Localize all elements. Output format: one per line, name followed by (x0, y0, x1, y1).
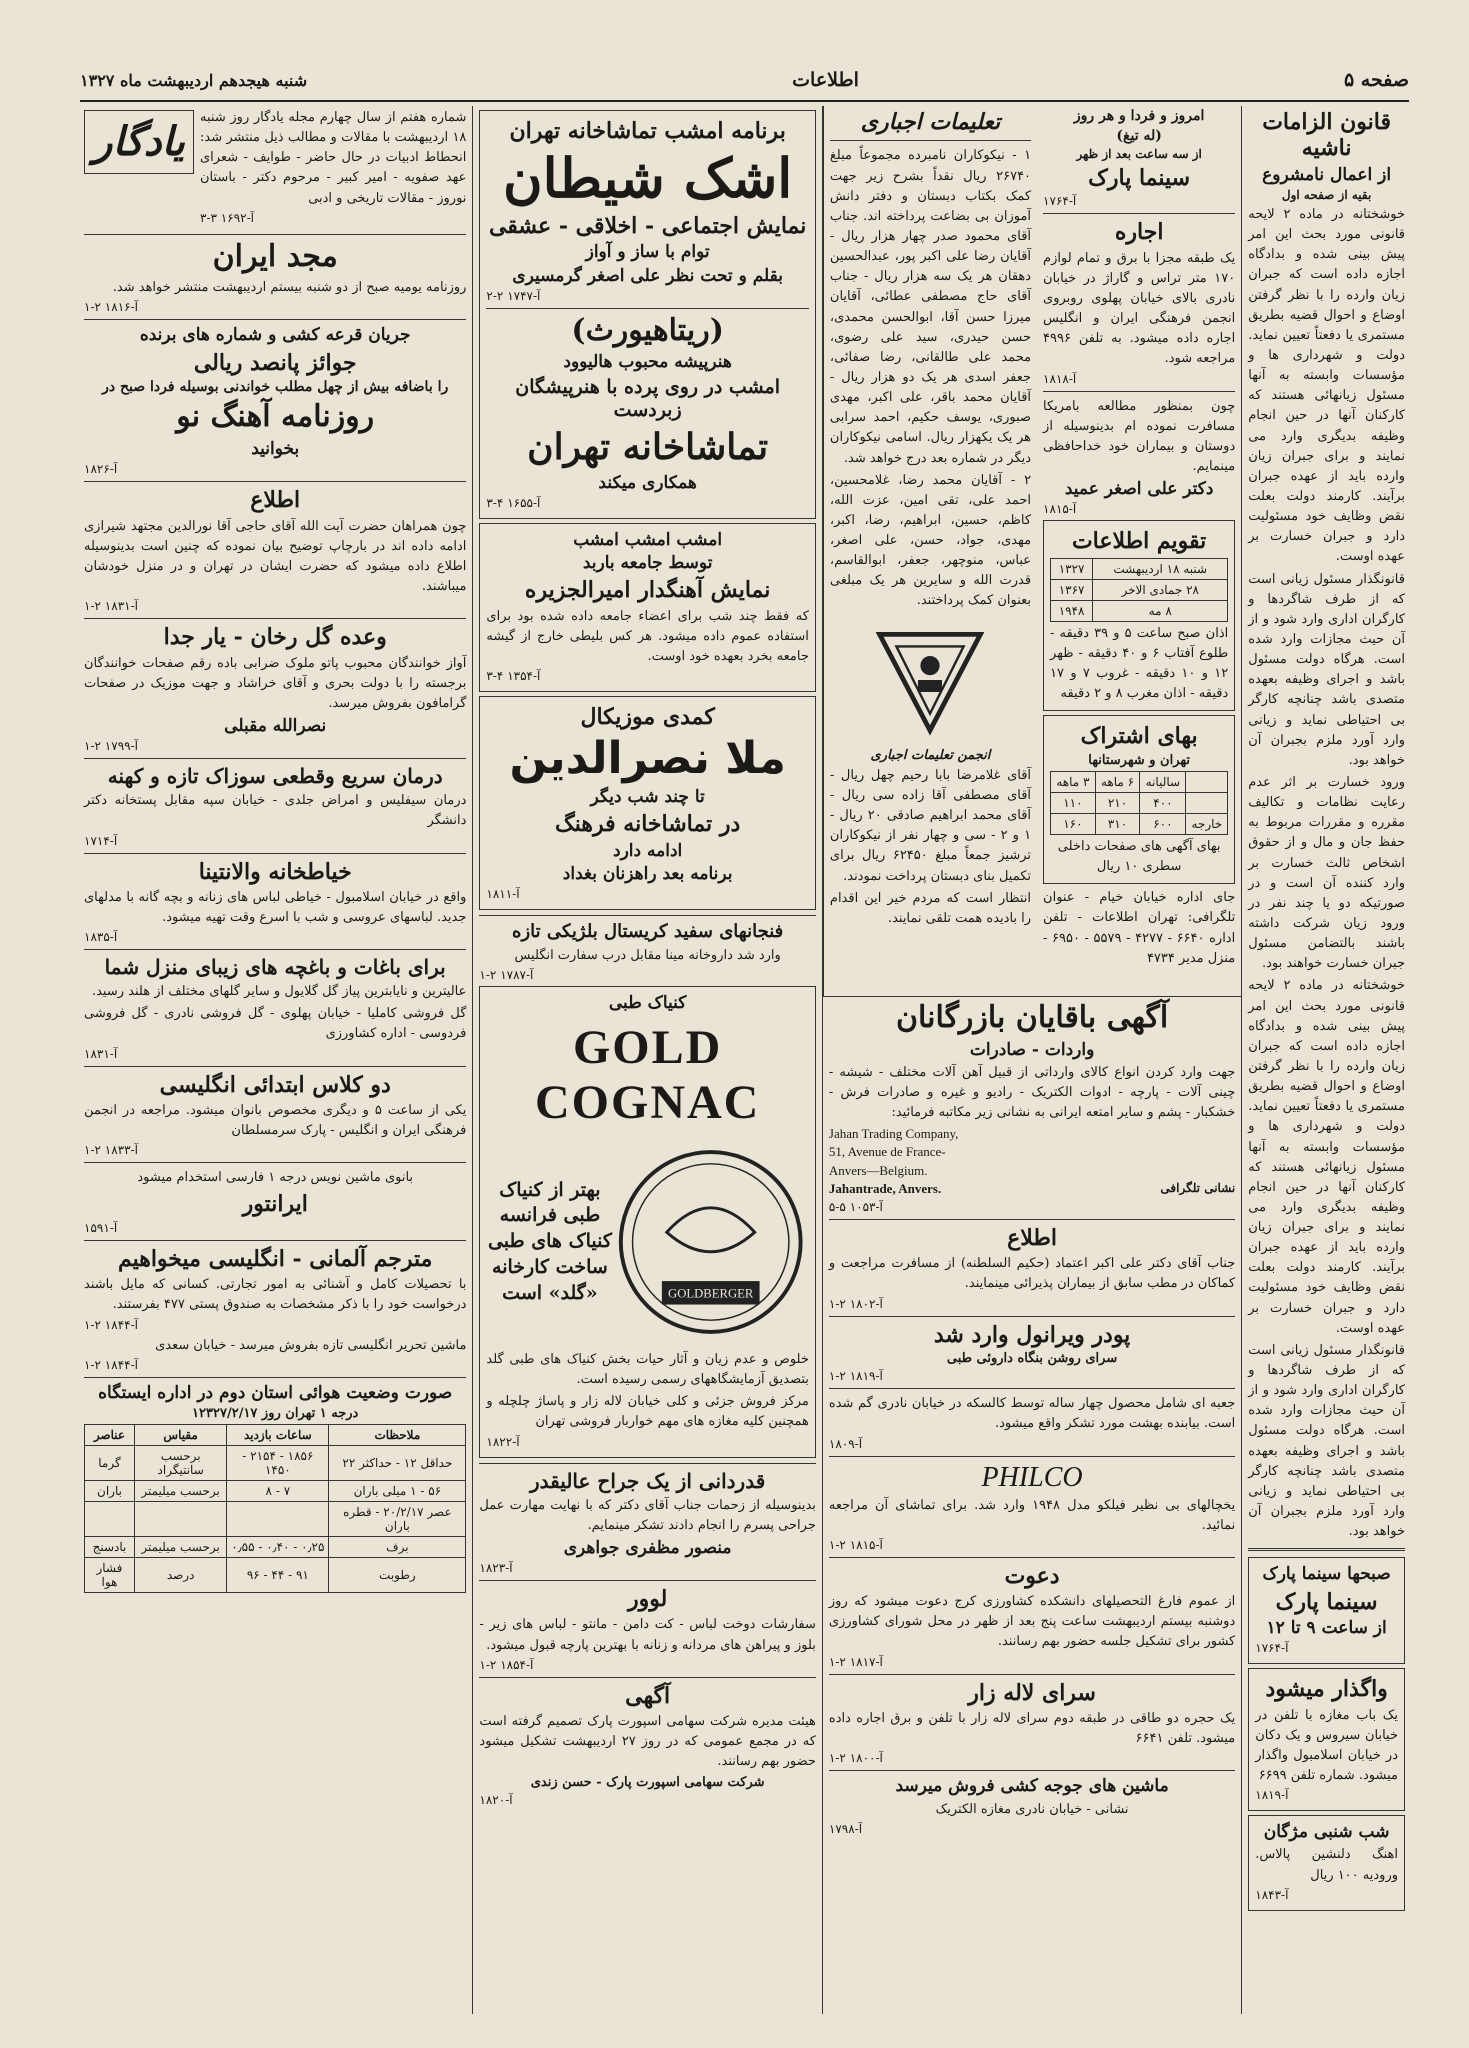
translator-title: مترجم آلمانی - انگلیسی میخواهیم (117, 1245, 433, 1272)
appreciation-ref: آ-۱۸۲۳ (479, 1561, 513, 1576)
divider (829, 1219, 1235, 1220)
comedy-label: کمدی موزیکال (580, 704, 715, 731)
golkhan-name: نصرالله مقبلی (224, 716, 327, 736)
tailor-text: واقع در خیابان اسلامبول - خیاطی لباس های زنانه و بچه گانه با مدلهای جدید. لباسهای عروسی و شب با اسرع وقت تهیه میشود. (84, 889, 467, 926)
table-header: ملاحظات (329, 1425, 466, 1446)
subscription-table (1050, 771, 1228, 835)
concert-by: توسط جامعه باربد (582, 553, 713, 574)
education-text-2: ۲ - آقایان محمد رضا، غلامحسین، احمد علی، تقی امین، عزت الله، کاظم، حسین، ابراهیم، رضا، اکبر، مهدی، جواد، حسن، علی اصغر، عباس، منوچهر، جعفر، ابوالقاسم، قدرت الله و سایرین هر یک مبلغی بعنوان کمک پرداختند. (829, 472, 1032, 609)
merchants-address (829, 1125, 959, 1198)
yadgar-ad (84, 106, 466, 229)
table-header: عناصر (85, 1425, 135, 1446)
calendar-year: ۱۳۲۷ (1051, 558, 1093, 579)
table-header: ساعات بازدید (227, 1425, 329, 1446)
rita-ref: آ-۱۶۵۵ ۴-۳ (486, 495, 541, 510)
cell: برحسب سانتیگراد (134, 1446, 226, 1481)
yadgar-ref: آ-۱۶۹۲ ۳-۳ (200, 210, 254, 225)
divider (479, 915, 815, 916)
weather-table (84, 1424, 466, 1593)
intour-ref: آ-۱۵۹۱ (84, 1220, 118, 1235)
cell: ۱۱۰ (1051, 793, 1096, 814)
divider (84, 758, 466, 759)
divider (84, 234, 466, 235)
divider (829, 1456, 1235, 1457)
doctor-ref: آ-۱۸۱۵ (1043, 502, 1077, 517)
lost-ref: آ-۱۸۰۹ (828, 1436, 863, 1451)
comedy-ad (479, 696, 815, 910)
invite-title: دعوت (1004, 1562, 1060, 1589)
philco-ref: آ-۱۸۱۵ ۲-۱ (828, 1537, 883, 1552)
cell (1186, 772, 1228, 793)
calendar-text: اذان صبح ساعت ۵ و ۳۹ دقیقه - طلوع آفتاب ۶ و ۴۰ دقیقه - ظهر ۱۲ و ۱۰ دقیقه - غروب ۷ و ۱۷ دقیقه - اذان مغرب ۸ و ۲ دقیقه (1050, 625, 1229, 702)
notice2-text: جناب آقای دکتر علی اکبر اعتماد (حکیم السلطنه) از مسافرت مراجعت و کماکان در مطب سابق از بیماران پذیرائی مینمایند. (828, 1256, 1236, 1292)
ahang-sub: را باضافه بیش از چهل مطلب خواندنی بوسیله فردا صبح در (102, 378, 449, 395)
table-row (85, 1537, 466, 1558)
garden-list: گل فروشی کاملیا - خیابان پهلوی - گل فروشی نادری - گل فروشی فردوسی - اداره کشاورزی (84, 1006, 467, 1042)
invite-text: از عموم فارغ التحصیلهای دانشکده کشاورزی کرج دعوت میشود که روز دوشنبه بیستم اردیبهشت ساعت پنج بعد از ظهر در محل شورای کشاورزی کشور برای تشکیل جلسه حضور بهم رسانند. (828, 1594, 1236, 1650)
ahang-prize: جوائز پانصد ریالی (193, 349, 357, 376)
yadgar-body (200, 106, 466, 229)
incubator-text: نشانی - خیابان نادری مغازه الکتریک (935, 1801, 1129, 1817)
notice-title: اطلاع (250, 487, 301, 514)
divider (1248, 1548, 1405, 1551)
louvre-title: لوور (627, 1586, 668, 1613)
divider (829, 1770, 1235, 1771)
cell (1186, 793, 1228, 814)
comedy-ref: آ-۱۸۱۱ (486, 887, 520, 902)
table-row (1051, 558, 1228, 579)
calendar-box (1043, 520, 1235, 711)
table-row (1051, 814, 1228, 835)
subscription-note: بهای آگهی های صفحات داخلی سطری ۱۰ ریال (1057, 839, 1221, 875)
cinema-park-sub: صبحها سینما پارک (1262, 1564, 1391, 1585)
transfer-title: واگذار میشود (1265, 1676, 1388, 1703)
cell: ۴۰۰ (1140, 793, 1186, 814)
divider (84, 1162, 466, 1163)
divider (829, 1674, 1235, 1675)
divider (84, 853, 466, 854)
cinema-park-ref: آ-۱۷۶۴ (1255, 1641, 1289, 1656)
law-title: قانون الزامات ناشیه (1262, 109, 1392, 162)
calendar-day: شنبه ۱۸ اردیبهشت (1093, 558, 1228, 579)
adv-title: آگهی (625, 1682, 671, 1709)
table-row (85, 1425, 466, 1446)
svg-text:GOLDBERGER: GOLDBERGER (668, 1286, 754, 1301)
cell: گرما (85, 1446, 135, 1481)
cognac-body (486, 1136, 808, 1348)
cell: ۶ ماهه (1095, 772, 1140, 793)
golkhan-ref: آ-۱۷۹۹ ۲-۱ (84, 739, 138, 754)
typewriter-ad: ماشین تحریر انگلیسی تازه بفروش میرسد - خیابان سعدی (155, 1337, 467, 1353)
yadgar-text: شماره هفتم از سال چهارم مجله یادگار روز شنبه ۱۸ اردیبهشت با مقالات و مطالب ذیل منتشر شد: انحطاط ادبیات در حال حاضر - طوایف - شعرای عهد صفویه - امیر کبیر - مرحوم دکتر - باستان نوروز - مقالات تاریخی و ادبی (200, 110, 467, 206)
comedy-title: ملا نصرالدین (509, 732, 786, 784)
cinema-top-line-3: از سه ساعت بعد از ظهر (1076, 147, 1202, 161)
education-text-4: انتظار است که مردم خیر این اقدام را بادیده همت تلقی نمایند. (829, 890, 1032, 926)
law-subtitle: از اعمال نامشروع (1262, 164, 1392, 185)
philco-text: یخچالهای بی نظیر فیلکو مدل ۱۹۴۸ وارد شد. برای تماشای آن مراجعه نمائید. (828, 1497, 1236, 1533)
cinema-top-line-2: (له تیغ) (1116, 127, 1162, 144)
cinema-top-line: امروز و فردا و هر روز (1073, 108, 1205, 124)
louvre-text: سفارشات دوخت لباس - کت دامن - مانتو - لباس های زیر - بلوز و پیراهن های مردانه و زنانه با بهترین پارچه قبول میشود. (479, 1617, 816, 1653)
cognac-text: خلوص و عدم زیان و آثار حیات بخش کنیاک های طبی گلد بتصدیق آزمایشگاههای رسمی رسیده است. (486, 1351, 809, 1388)
rent-title: اجاره (1114, 219, 1164, 246)
education-text: ۱ - نیکوکاران نامبرده مجموعاً مبلغ ۲۶۷۴۰ ریال نقداً بشرح زیر جهت کمک بکتاب دبستان و دفتر دانش آموزان بی بضاعت پرداخته اند. جناب آقای محمود صدر چهار هزار ریال - آقایان رضا علی اکبر پور، عبدالحسین دهقان هر یک سه هزار ریال - جناب آقای حاج مصطفی عطائی، آقایان میرزا حسن آقا، ابوالحسن محمدی، حسن حیدری، سید علی رضوی، محمد علی طالقانی، رضا صفائی، جعفر اسدی هر یک دو هزار ریال - آقایان محمد باقر، علی اکبر، مهدی صبوری، یوسف حکیم، احمد سرابی هر یک یکهزار ریال. اسامی نیکوکاران دیگر در شماره بعد درج خواهد شد. (829, 148, 1032, 466)
play-music: توام با ساز و آواز (585, 242, 710, 263)
yadgar-title: یادگار (93, 118, 185, 165)
divider (1043, 391, 1235, 392)
table-row (85, 1481, 466, 1502)
divider (84, 319, 466, 320)
garden-title: برای باغات و باغچه های زیبای منزل شما (104, 955, 446, 980)
ahang-ref: آ-۱۸۲۶ (84, 462, 118, 477)
cognac-sale: مرکز فروش جزئی و کلی خیابان لاله زار و پاساژ چلچله و همچنین کلیه مغازه های مهم خواربار فروشی تهران (486, 1394, 809, 1430)
divider (84, 949, 466, 950)
cell: بادسنج (85, 1537, 135, 1558)
column-law (1241, 106, 1411, 2014)
ahang-top: جریان قرعه کشی و شماره های برنده (139, 325, 411, 346)
rita-subtitle: هنرپیشه محبوب هالیوود (563, 352, 732, 373)
cell (85, 1502, 135, 1537)
emblem-caption: انجمن تعلیمات اجباری (870, 747, 991, 763)
appreciation-text: بدینوسیله از زحمات جناب آقای دکتر که با نهایت مهارت عمل جراحی پسرم را انجام دادند تشکر مینمایم. (479, 1497, 816, 1533)
pallas-title: شب شنبی مژگان (1263, 1822, 1390, 1843)
table-row (1051, 772, 1228, 793)
treat-title: درمان سریع وقطعی سوزاک تازه و کهنه (107, 764, 443, 789)
issue-date: شنبه هیجدهم اردیبهشت ماه ۱۳۲۷ (80, 70, 308, 90)
garden-ref: آ-۱۸۳۱ (84, 1046, 118, 1061)
cell: خارجه (1186, 814, 1228, 835)
translator-ref: آ-۱۸۴۴ ۲-۱ (84, 1317, 138, 1332)
table-header: مقیاس (134, 1425, 226, 1446)
calendar-table (1050, 558, 1228, 622)
class-ref: آ-۱۸۳۳ ۲-۱ (84, 1143, 138, 1158)
cinema-park-title: سینما پارک (1275, 1588, 1378, 1615)
weather-date: درجه ۱ تهران روز ۱۲۳۲۷/۲/۱۷ (192, 1405, 359, 1421)
adv-ref: آ-۱۸۲۰ (479, 1792, 513, 1807)
crystal-ref: آ-۱۷۸۷ ۲-۱ (479, 967, 534, 982)
divider (84, 1240, 466, 1241)
cell: باران (85, 1481, 135, 1502)
appreciation-name: منصور مظفری جواهری (563, 1537, 732, 1558)
law-text-3: ورود خسارت بر اثر عدم رعایت نظامات و تکالیف مقرره و مقررات مربوط به حفظ جان و مال و از حقوق اشخاص ثالث خسارت بر وارد کننده آن است و در صورتیکه دو یا چند نفر در ورود زیان شرکت داشته باشند بالتضامن مسئول جبران خسارت خواهند بود. (1248, 774, 1405, 972)
cinema-park-ad (1248, 1557, 1405, 1664)
adv-text: هیئت مدیره شرکت سهامی اسپورت پارک تصمیم گرفته است که در مجمع عمومی که در روز ۲۷ اردیبهشت تشکیل میشود حضور بهم رسانند. (479, 1714, 816, 1770)
translator-text: با تحصیلات کامل و آشنائی به امور تجارتی. کسانی که مایل باشند درخواست خود را با ذکر مشخصات به صندوق پستی ۴۷۷ بفرستند. (84, 1277, 467, 1313)
merchants-address-block (829, 1125, 1235, 1198)
concert-title: نمایش آهنگدار امیرالجزیره (524, 577, 771, 604)
cell: برحسب میلیمتر (134, 1537, 226, 1558)
typist-ad: بانوی ماشین نویس درجه ۱ فارسی استخدام میشود (137, 1170, 414, 1186)
goldberger-seal-icon (613, 1142, 808, 1342)
cognac-line: طبی فرانسه (499, 1204, 601, 1227)
cognac-line: ساخت کارخانه (492, 1255, 608, 1278)
cell: رطوبت (329, 1558, 466, 1593)
company-city: Anvers—Belgium. (828, 1162, 928, 1178)
cell: فشار هوا (85, 1558, 135, 1593)
paper-name: اطلاعات (792, 69, 859, 91)
company-street: 51, Avenue de France- (828, 1144, 946, 1160)
cell: ۲۱۰ (1095, 793, 1140, 814)
cell: ۷ - ۸ (227, 1481, 329, 1502)
rent-text: یک طبقه مجزا با برق و تمام لوازم ۱۷۰ متر تراس و گاراژ در خیابان نادری بالای خیابان پهلوی روبروی انجمن فرهنگی ایران و انگلیس اجاره داده میشود. به تلفن ۴۹۹۶ مراجعه شود. (1043, 250, 1236, 367)
doctor-text: چون بمنظور مطالعه بامریکا مسافرت نموده ام بدینوسیله از دوستان و بیماران خود خداحافظی مینمایم. (1043, 398, 1236, 475)
calendar-title: تقویم اطلاعات (1071, 528, 1207, 555)
comedy-place: در تماشاخانه فرهنگ (555, 811, 741, 838)
subscription-region: تهران و شهرستانها (1088, 752, 1190, 768)
weather-title: صورت وضعیت هوائی استان دوم در اداره ایستگاه (98, 1382, 453, 1403)
cell: درصد (134, 1558, 226, 1593)
invite-ref: آ-۱۸۱۷ ۲-۱ (828, 1654, 883, 1669)
company-telegraph: Jahantrade, Anvers. (828, 1180, 942, 1196)
crystal-title: فنجانهای سفید کریستال بلژیکی تازه (512, 921, 784, 943)
powder-text: سرای روشن بنگاه داروئی طبی (946, 1350, 1118, 1366)
cell: ۱۸۵۶ - ۲۱۵۴ - ۱۴۵۰ (227, 1446, 329, 1481)
adv-name: شرکت سهامی اسپورت پارک - حسن زندی (530, 1774, 765, 1790)
law-text-repeat: خوشختانه در ماده ۲ لایحه قانونی مورد بحث این امر پیش بینی شده و بدادگاه اجازه داده است که جبران زیان وارده را با نظر گرفتن اوضاع و احوال قضیه بطریق مستمری یا دفعتاً تعیین نماید. دولت و شهرداری ها و مؤسسات وابسته به آنها مسئول زیانهائی هستند که کارکنان آنها در حین انجام وظیفه بدیگری وارد می نمایند و برای جبران زیان وارده باید از عهده جبران برآیند. کارمند دولت بعلت نقض وظایف خود مسئولیت دارد و جبران خسارت بر عهده اوست. (1248, 978, 1405, 1336)
law-continued: بقیه از صفحه اول (1281, 188, 1372, 203)
cell: ۰٫۲۵ - ۰٫۴۰ - ۰٫۵۵ (227, 1537, 329, 1558)
class-text: یکی از ساعت ۵ و دیگری مخصوص بانوان میشود. مراجعه در انجمن فرهنگی ایران و انگلیس - پارک سرمسلطان (84, 1103, 467, 1139)
comedy-time: تا چند شب دیگر (590, 786, 705, 807)
divider (84, 481, 466, 482)
intour-title: ایرانتور (242, 1191, 308, 1218)
calendar-day: ۸ مه (1093, 600, 1228, 621)
table-row (85, 1502, 466, 1537)
sara-title: سرای لاله زار (968, 1679, 1096, 1706)
notice2-ref: آ-۱۸۰۲ ۲-۱ (828, 1296, 883, 1311)
divider (1043, 213, 1235, 214)
divider (830, 140, 1031, 141)
cell: ۱۶۰ (1051, 814, 1096, 835)
typewriter-ref: آ-۱۸۴۴ ۲-۱ (84, 1357, 138, 1372)
concert-text: که فقط چند شب برای اعضاء جامعه داده شده بود برای استفاده عموم داده میشود. هر کس بلیطی خارج از گیشه جامعه بخرد بعهده خود اوست. (486, 608, 809, 665)
play-ref: آ-۱۷۴۷ ۲-۲ (486, 288, 541, 303)
cell: برحسب میلیمتر (134, 1481, 226, 1502)
merchants-title: آگهی باقایان بازرگانان (895, 1000, 1169, 1035)
law-text-2: قانونگذار مسئول زیانی است که از طرف شاگردها و کارگران اداری وارد شود و از آن حیث مجازات وارد شده است. هرگاه دولت مسئول باشد و اجرای وظیفه بعهده متصدی باشد چنانچه کارگر بی احتیاطی نماید و زیانی وارد آورد ملزم بجبران آن خواهد بود. (1248, 571, 1405, 768)
column-theatre (472, 106, 821, 2014)
education-title: تعلیمات اجباری (860, 109, 1001, 135)
center-bottom (823, 996, 1241, 1836)
concert-top: امشب امشب امشب (573, 529, 723, 550)
rita-text: امشب در روی پرده با هنرپیشگان زبردست (515, 375, 780, 422)
play-author: بقلم و تحت نظر علی اصغر گرمسیری (512, 265, 783, 286)
company-name: Jahan Trading Company, (828, 1126, 959, 1142)
table-row (85, 1446, 466, 1481)
majd-ref: آ-۱۸۱۶ ۲-۱ (84, 300, 138, 315)
table-row (1051, 793, 1228, 814)
calendar-year: ۱۹۴۸ (1051, 600, 1093, 621)
divider (479, 1580, 815, 1581)
divider (84, 1066, 466, 1067)
garden-text: عالیترین و نایابترین پیاز گل گلایول و سایر گلهای مختلف از هلند رسید. (91, 984, 467, 1000)
rita-place: تماشاخانه تهران (527, 426, 769, 469)
merchants-subtitle: واردات - صادرات (969, 1039, 1095, 1060)
merchants-ref: آ-۱۰۵۳ ۵-۵ (828, 1199, 883, 1214)
column-center (822, 106, 1241, 2014)
cognac-lines (486, 1177, 613, 1308)
yadgar-logo-box (84, 110, 194, 174)
notice-text: چون همراهان حضرت آیت الله آقای حاجی آقا نورالدین مجتهد شیرازی ادامه داده اند در بارچاپ توضیح بیان نموده که چنین است بدینوسیله اطلاع داده میشود که حضرت ایشان در تهران و در منزل خودشان میباشند. (84, 518, 467, 595)
cinema-top-ref: آ-۱۷۶۴ (1043, 194, 1077, 209)
divider (486, 308, 808, 309)
center-top (823, 106, 1241, 996)
sara-text: یک حجره دو طاقی در طبقه دوم سرای لاله زار با تلفن و برق اجاره داده میشود. تلفن ۶۶۴۱ (828, 1711, 1236, 1747)
cinema-park-time: از ساعت ۹ تا ۱۲ (1266, 1617, 1387, 1638)
sara-ref: آ-۱۸۰۰ ۲-۱ (828, 1751, 883, 1766)
comedy-continues: ادامه دارد (613, 840, 683, 861)
law-text: خوشختانه در ماده ۲ لایحه قانونی مورد بحث این امر پیش بینی شده و بدادگاه اجازه داده است که جبران زیان وارده را با نظر گرفتن اوضاع و احوال قضیه بطریق مستمری یا دفعتاً تعیین نماید. دولت و شهرداری ها و مؤسسات وابسته به آنها مسئول زیانهائی هستند که کارکنان آنها در حین انجام وظیفه بدیگری وارد می نمایند و برای جبران زیان وارده باید از عهده جبران برآیند. کارمند دولت بعلت نقض وظایف خود مسئولیت دارد و جبران خسارت بر عهده اوست. (1248, 207, 1405, 565)
merchants-text: جهت وارد کردن انواع کالای وارداتی از قبیل آهن آلات مختلف - شیشه - چینی آلات - پارچه - ادوات الکتریک - رادیو و غیره و صادرات فرش - خشکبار - پشم و سایر امتعه ایرانی به نشانی زیر مکاتبه فرمائید: (828, 1064, 1236, 1121)
telegraph-label: نشانی تلگرافی (1160, 1180, 1236, 1195)
subscription-title: بهای اشتراک (1080, 723, 1198, 750)
ahang-read: بخوانید (251, 438, 300, 459)
office-info: جای اداره خیابان خیام - عنوان تلگرافی: تهران اطلاعات - تلفن اداره ۶۶۴۰ - ۴۲۷۷ - ۵۵۷۹ - ۶۹۵۰ - منزل مدیر ۴۷۳۴ (1043, 890, 1236, 966)
rent-ref: آ-۱۸۱۸ (1043, 371, 1077, 386)
cell: ۵۶ - ۱ میلی باران (329, 1481, 466, 1502)
divider (479, 1463, 815, 1464)
transfer-ref: آ-۱۸۱۹ (1255, 1788, 1289, 1803)
notice2-title: اطلاع (1007, 1224, 1058, 1251)
pallas-text: اهنگ دلنشین پالاس. ورودیه ۱۰۰ ریال (1255, 1847, 1398, 1883)
cell (134, 1502, 226, 1537)
transfer-text: یک باب مغازه با تلفن در خیابان سیروس و یک دکان در خیابان اسلامبول واگذار میشود. شماره تلفن ۶۶۹۹ (1255, 1707, 1398, 1784)
cognac-line: کنیاک های طبی (487, 1230, 612, 1253)
appreciation-title: قدردانی از یک جراح عالیقدر (530, 1468, 766, 1493)
concert-ref: آ-۱۳۵۴ ۴-۳ (486, 669, 541, 684)
comedy-next: برنامه بعد راهزنان بغداد (562, 863, 733, 884)
louvre-ref: آ-۱۸۵۴ ۲-۱ (479, 1657, 534, 1672)
page-header (80, 60, 1409, 102)
transfer-ad (1248, 1668, 1405, 1811)
cell: ۹۱ - ۴۴ - ۹۶ (227, 1558, 329, 1593)
cell: عصر ۲۰/۲/۱۷ - قطره باران (329, 1502, 466, 1537)
golkhan-title: وعده گل رخان - یار جدا (163, 624, 387, 651)
education-text-3: آقای غلامرضا بابا رحیم چهل ریال - آقای مصطفی آقا زاده سی ریال - آقای محمد ابراهیم صادقی ۲۰ ریال - ۱ و ۲ - سی و چهار نفر از نیکوکاران ترشیز جمعاً مبلغ ۶۲۴۵۰ ریال برای تکمیل بنای دبستان پرداخت نمودند. (829, 767, 1032, 884)
ahang-title: روزنامه آهنگ نو (176, 399, 375, 435)
golkhan-text: آواز خوانندگان محبوب پاتو ملوک ضرابی باده رقم صفحات خوانندگان برجسته را با دولت بحری و آقای خراشاد و جهت موزیک در صفحات گرامافون بفروش میرسد. (84, 655, 467, 711)
incubator-title: ماشین های جوجه کشی فروش میرسد (895, 1776, 1169, 1797)
play-title: اشک شیطان (502, 146, 793, 211)
divider (84, 1377, 466, 1378)
cell: ۳ ماهه (1051, 772, 1096, 793)
table-row (85, 1558, 466, 1593)
calendar-year: ۱۳۶۷ (1051, 579, 1093, 600)
play-genre: نمایش اجتماعی - اخلاقی - عشقی (488, 213, 807, 240)
tailor-ref: آ-۱۸۳۵ (84, 930, 118, 945)
divider (829, 1388, 1235, 1389)
rita-title: (ریتاهیورث) (571, 312, 724, 348)
crystal-text: وارد شد داروخانه مینا مقابل درب سفارت انگلیس (514, 947, 781, 963)
theatre-program-ad (479, 110, 815, 519)
rita-footer: همکاری میکند (598, 472, 697, 493)
cell: ۳۱۰ (1095, 814, 1140, 835)
powder-ref: آ-۱۸۱۹ ۲-۱ (828, 1369, 883, 1384)
program-heading: برنامه امشب تماشاخانه تهران (509, 118, 786, 144)
column-classifieds (78, 106, 472, 2014)
cell (227, 1502, 329, 1537)
divider (829, 1557, 1235, 1558)
calendar-day: ۲۸ جمادی الاخر (1093, 579, 1228, 600)
cognac-ad (479, 986, 815, 1458)
pallas-ad (1248, 1815, 1405, 1911)
table-row (1051, 579, 1228, 600)
pallas-ref: آ-۱۸۴۳ (1255, 1887, 1289, 1902)
divider (84, 618, 466, 619)
column-education (823, 106, 1037, 996)
cognac-line: بهتر از کنیاک (499, 1178, 601, 1201)
divider (829, 1316, 1235, 1317)
cognac-brand: GOLD COGNAC (534, 1020, 761, 1129)
class-title: دو کلاس ابتدائی انگلیسی (159, 1071, 391, 1098)
majd-text: روزنامه یومیه صبح از دو شنبه بیستم اردیبهشت منتشر خواهد شد. (112, 280, 467, 296)
table-row (1051, 600, 1228, 621)
cell: برف (329, 1537, 466, 1558)
concert-ad (479, 523, 815, 692)
treat-text: درمان سیفلیس و امراض جلدی - خیابان سپه مقابل پستخانه دکتر دانشگر (84, 793, 467, 829)
law-text-repeat-2: قانونگذار مسئول زیانی است که از طرف شاگردها و کارگران اداری وارد شود و از آن حیث مجازات وارد شده است. هرگاه دولت مسئول باشد و اجرای وظیفه بعهده متصدی باشد چنانچه کارگر بی احتیاطی نماید و زیانی وارد آورد ملزم بجبران آن خواهد بود. (1248, 1342, 1405, 1540)
treat-ref: آ-۱۷۱۴ (84, 833, 118, 848)
column-info (1037, 106, 1241, 996)
cognac-ref: آ-۱۸۲۲ (486, 1434, 520, 1449)
cell: سالیانه (1140, 772, 1186, 793)
cognac-line: «گلد» است (502, 1281, 598, 1304)
cell: ۶۰۰ (1140, 814, 1186, 835)
columns (78, 106, 1411, 2014)
tailor-title: خیاطخانه والانتینا (198, 858, 352, 885)
cell: حداقل ۱۲ - حداکثر ۲۲ (329, 1446, 466, 1481)
education-emblem-icon (870, 620, 990, 740)
cognac-label: کنیاک طبی (608, 992, 687, 1013)
cinema-top-name: سینما پارک (1088, 165, 1191, 191)
majd-title: مجد ایران (212, 238, 338, 274)
lost-text: جعبه ای شامل محصول چهار ساله توسط کالسکه در خیابان نادری گم شده است. بیابنده بهشت مورد تشکر واقع میشود. (828, 1396, 1236, 1432)
notice-ref: آ-۱۸۳۱ ۲-۱ (84, 599, 138, 614)
divider (479, 1677, 815, 1678)
incubator-ref: آ-۱۷۹۸ (828, 1821, 863, 1836)
subscription-box (1043, 715, 1235, 884)
page-number: صفحه ۵ (1343, 69, 1409, 91)
powder-title: پودر ویرانول وارد شد (933, 1321, 1131, 1348)
philco-logo: PHILCO (981, 1461, 1083, 1493)
doctor-name: دکتر علی اصغر عمید (1064, 479, 1214, 500)
